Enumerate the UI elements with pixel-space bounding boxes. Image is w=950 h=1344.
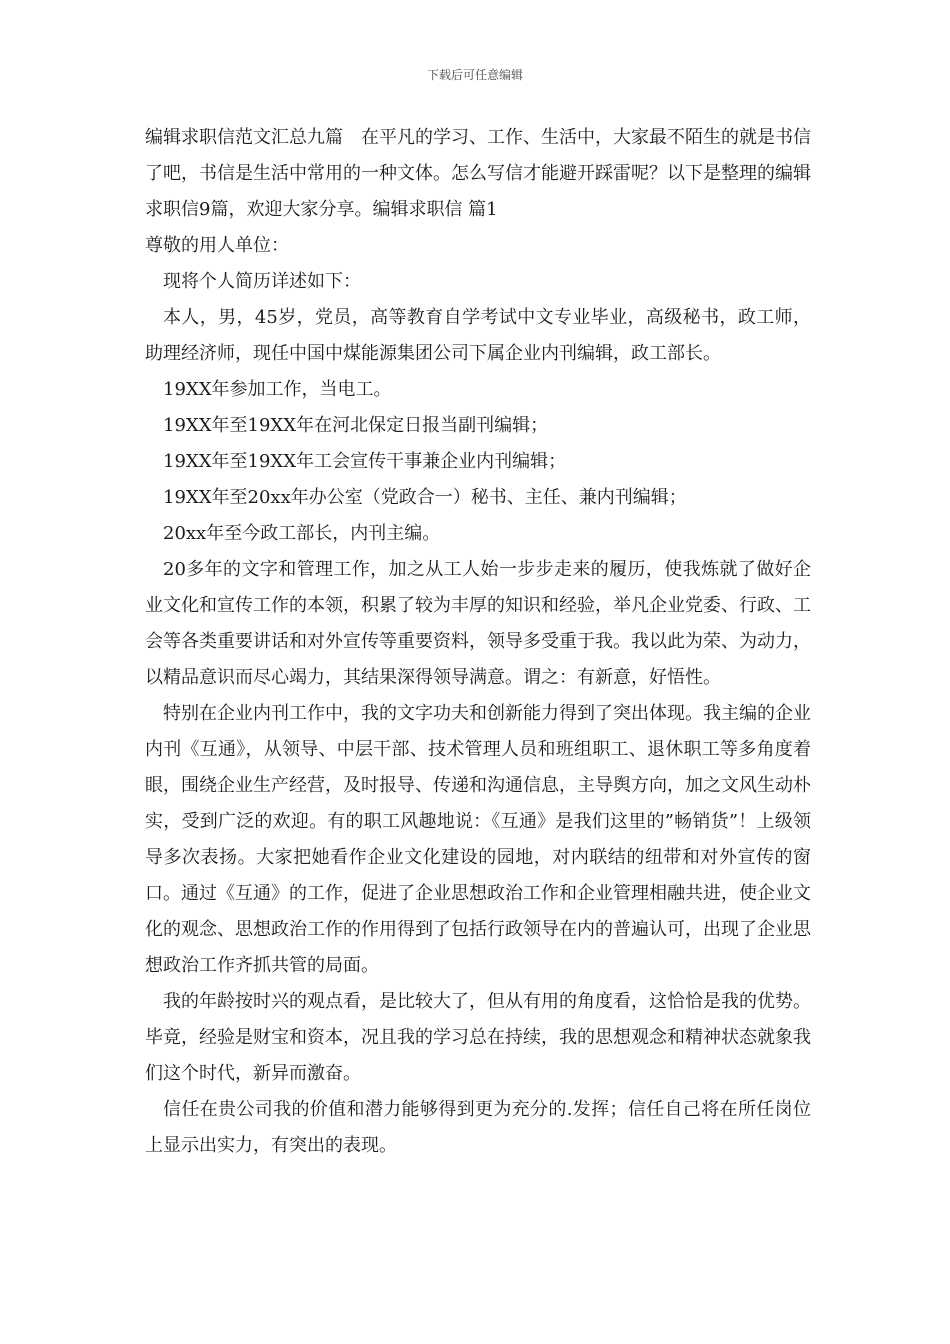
document-body	[145, 120, 811, 1164]
paragraph: 本人，男，45岁，党员，高等教育自学考试中文专业毕业，高级秘书，政工师，助理经济师，现任中国中煤能源集团公司下属企业内刊编辑，政工部长。	[145, 307, 811, 364]
resume-line: 20xx年至今政工部长，内刊主编。	[163, 523, 441, 544]
resume-line: 19XX年参加工作，当电工。	[163, 379, 392, 400]
salutation: 尊敬的用人单位：	[145, 235, 289, 256]
paragraph: 现将个人简历详述如下：	[163, 271, 361, 292]
paragraph: 特别在企业内刊工作中，我的文字功夫和创新能力得到了突出体现。我主编的企业内刊《互通》，从领导、中层干部、技术管理人员和班组职工、退休职工等多角度着眼，围绕企业生产经营，及时报导、传递和沟通信息，主导舆方向，加之文风生动朴实，受到广泛的欢迎。有的职工风趣地说：《互通》是我们这里的”畅销货”！上级领导多次表扬。大家把她看作企业文化建设的园地，对内联结的纽带和对外宣传的窗口。通过《互通》的工作，促进了企业思想政治工作和企业管理相融共进，使企业文化的观念、思想政治工作的作用得到了包括行政领导在内的普遍认可，出现了企业思想政治工作齐抓共管的局面。	[145, 703, 811, 976]
intro-paragraph: 编辑求职信范文汇总九篇 在平凡的学习、工作、生活中，大家最不陌生的就是书信了吧，书信是生活中常用的一种文体。怎么写信才能避开踩雷呢？以下是整理的编辑求职信9篇，欢迎大家分享。编辑求职信 篇1	[145, 127, 811, 220]
page-header: 下载后可任意编辑	[426, 68, 523, 82]
resume-line: 19XX年至20xx年办公室（党政合一）秘书、主任、兼内刊编辑；	[163, 487, 687, 508]
resume-line: 19XX年至19XX年在河北保定日报当副刊编辑；	[163, 415, 549, 436]
paragraph: 我的年龄按时兴的观点看，是比较大了，但从有用的角度看，这恰恰是我的优势。毕竟，经验是财宝和资本，况且我的学习总在持续，我的思想观念和精神状态就象我们这个时代，新异而激奋。	[145, 991, 811, 1084]
paragraph: 信任在贵公司我的价值和潜力能够得到更为充分的.发挥；信任自己将在所任岗位上显示出实力，有突出的表现。	[145, 1099, 811, 1156]
resume-line: 19XX年至19XX年工会宣传干事兼企业内刊编辑；	[163, 451, 567, 472]
paragraph: 20多年的文字和管理工作，加之从工人始一步步走来的履历，使我炼就了做好企业文化和宣传工作的本领，积累了较为丰厚的知识和经验，举凡企业党委、行政、工会等各类重要讲话和对外宣传等重要资料，领导多受重于我。我以此为荣、为动力，以精品意识而尽心竭力，其结果深得领导满意。谓之：有新意，好悟性。	[145, 559, 811, 688]
